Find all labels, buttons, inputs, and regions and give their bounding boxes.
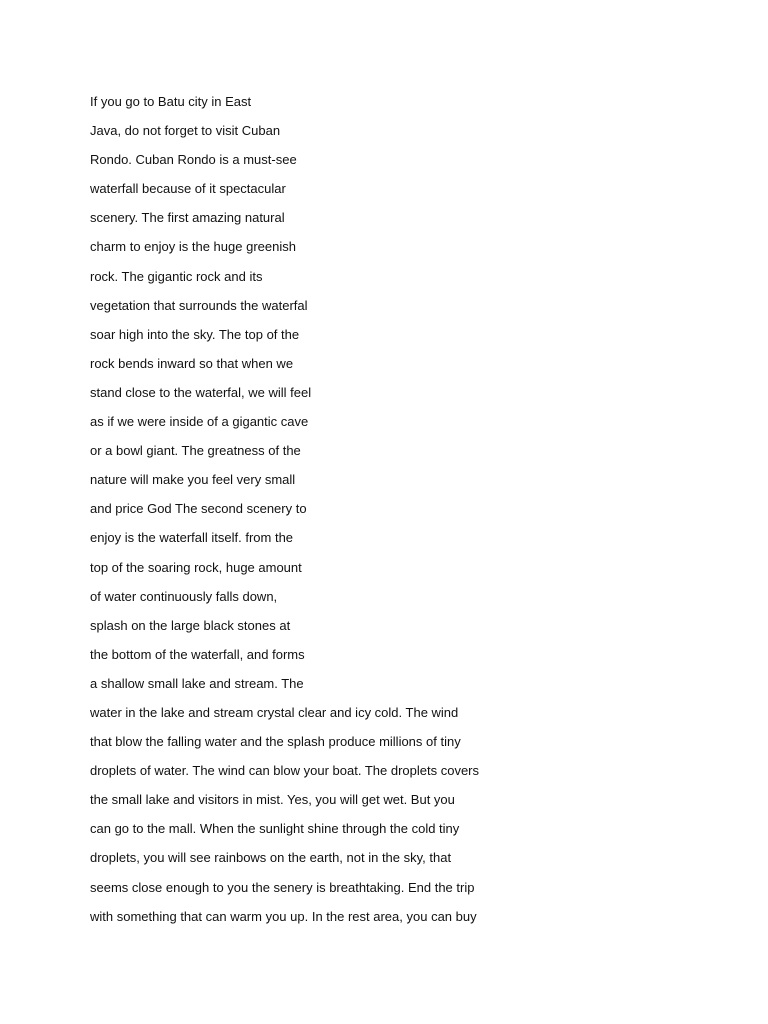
text-line: rock. The gigantic rock and its — [90, 268, 263, 284]
text-line: the bottom of the waterfall, and forms — [90, 646, 305, 662]
text-line: If you go to Batu city in East — [90, 94, 252, 109]
text-line: seems close enough to you the senery is breathtaking. End the trip — [90, 879, 475, 895]
text-line: as if we were inside of a gigantic cave — [90, 414, 309, 430]
text-line: rock bends inward so that when we — [90, 355, 294, 371]
text-line: nature will make you feel very small — [90, 472, 296, 488]
text-line: the small lake and visitors in mist. Yes, you will get wet. But you — [90, 792, 455, 808]
text-line: Rondo. Cuban Rondo is a must-see — [90, 152, 297, 168]
text-line: or a bowl giant. The greatness of the — [90, 443, 301, 459]
text-line: droplets of water. The wind can blow your boat. The droplets covers — [90, 763, 480, 779]
text-line: waterfall because of it spectacular — [90, 181, 286, 197]
text-line: with something that can warm you up. In the rest area, you can buy — [90, 908, 477, 924]
text-line: enjoy is the waterfall itself. from the — [90, 530, 294, 546]
text-line: soar high into the sky. The top of the — [90, 326, 300, 342]
text-line: can go to the mall. When the sunlight shine through the cold tiny — [90, 821, 460, 837]
text-line: stand close to the waterfal, we will feel — [90, 384, 312, 400]
text-line: Java, do not forget to visit Cuban — [90, 123, 281, 139]
text-line: vegetation that surrounds the waterfal — [90, 297, 308, 313]
text-line: of water continuously falls down, — [90, 588, 278, 604]
text-line: charm to enjoy is the huge greenish — [90, 239, 296, 255]
text-line: that blow the falling water and the splash produce millions of tiny — [90, 734, 461, 750]
text-line: water in the lake and stream crystal clear and icy cold. The wind — [90, 704, 459, 720]
body-text — [90, 92, 730, 936]
text-line: scenery. The first amazing natural — [90, 210, 285, 226]
text-line: a shallow small lake and stream. The — [90, 675, 304, 691]
text-line: top of the soaring rock, huge amount — [90, 559, 302, 575]
text-line: droplets, you will see rainbows on the earth, not in the sky, that — [90, 850, 452, 866]
text-line: and price God The second scenery to — [90, 501, 307, 517]
text-line: splash on the large black stones at — [90, 617, 291, 633]
